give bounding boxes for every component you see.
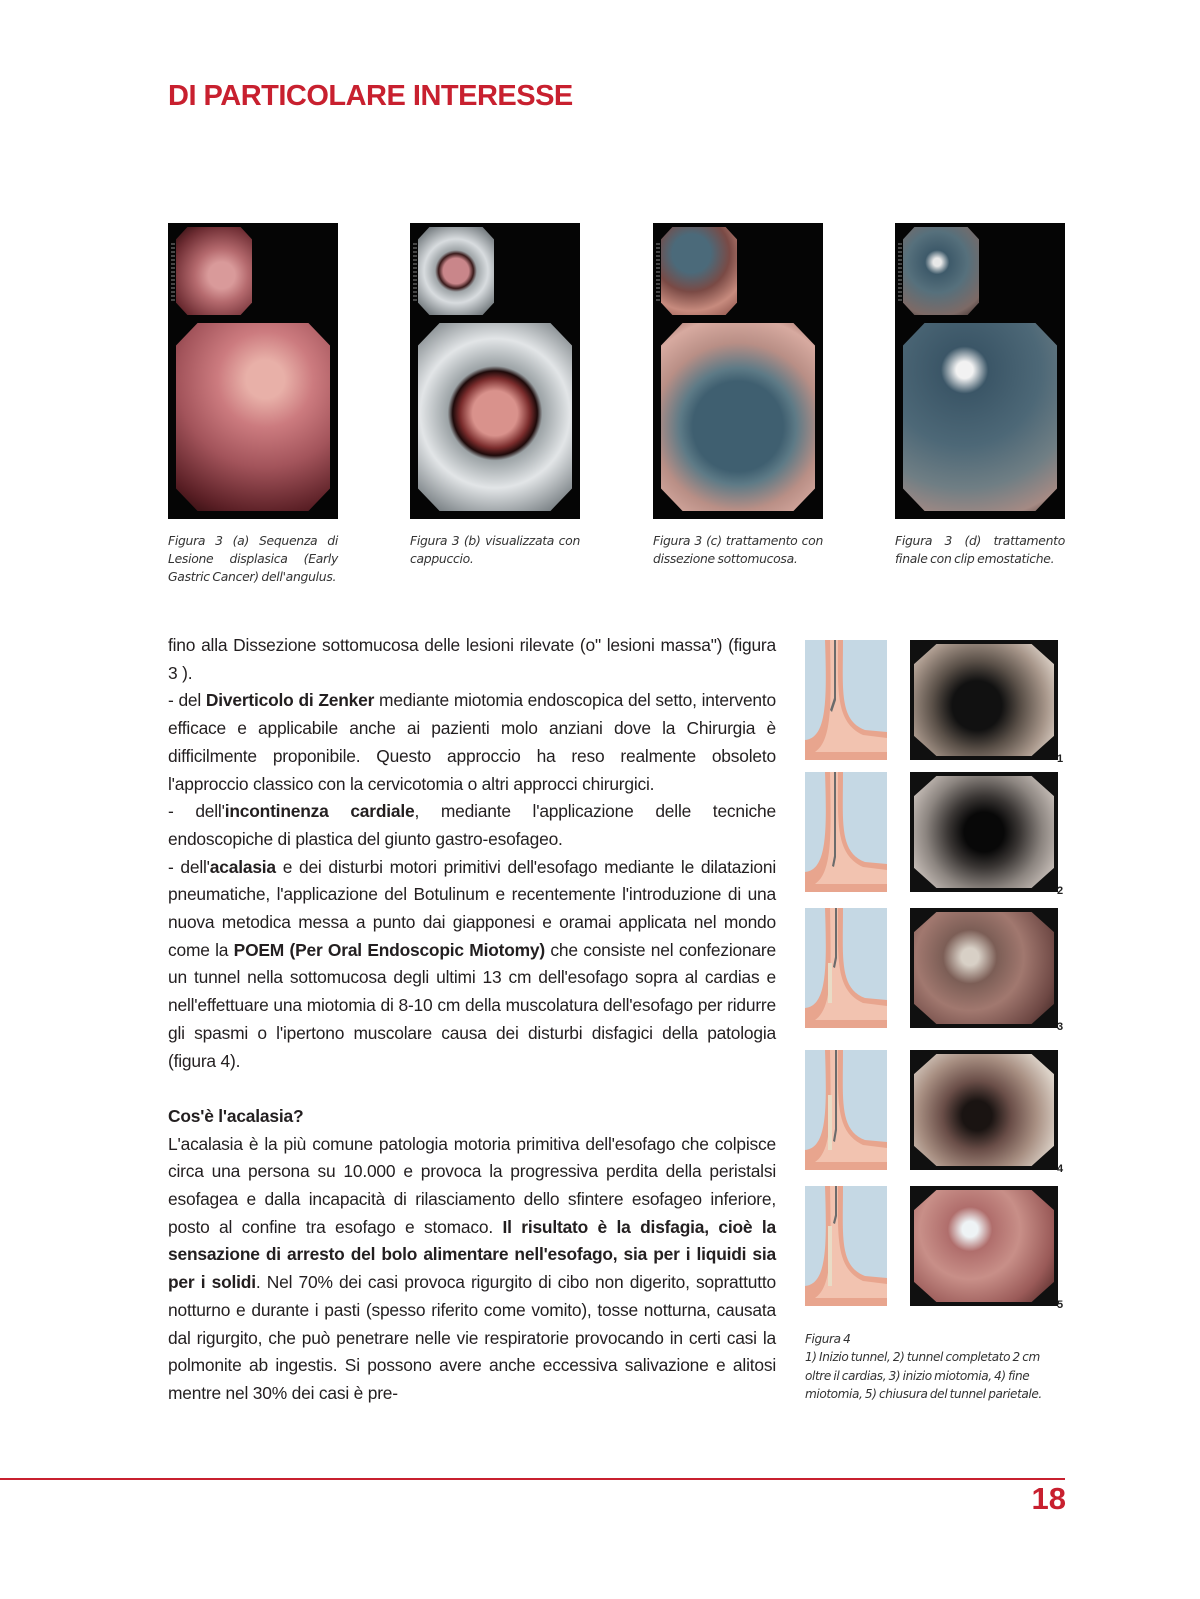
panel-number: 1 [1057,753,1064,765]
section-title: DI PARTICOLARE INTERESSE [168,80,573,112]
figure-4-panel [805,1186,1065,1311]
panel-number: 3 [1057,1021,1064,1033]
paragraph: L'acalasia è la più comune patologia motoria primitiva dell'esofago che colpisce circa una persona su 10.000 e provoca la progressiva perdita della peristalsi esofagea e dalla incapacità di rilasciamento dello sfintere esofageo inferiore, posto al confine tra esofago e stomaco. Il risultato è la disfagia, cioè la sensazione di arresto del bolo alimentare nell'esofago, sia per i liquidi sia per i solidi. Nel 70% dei casi provoca rigurgito di cibo non digerito, soprattutto notturno e durante i pasti (spesso riferito come vomito), tosse notturna, causata dal rigurgito, che può penetrare nelle vie respiratorie provocando in certi casi la polmonite ab ingestis. Si possono avere anche eccessiva salivazione e alitosi mentre nel 30% dei casi è pre- [168,1133,776,1403]
esophagus-diagram [805,908,887,1028]
endoscopy-photo [410,223,580,519]
figure-4-panel [805,1050,1065,1175]
endoscopy-photo [910,772,1058,892]
paragraph: fino alla Dissezione sottomucosa delle lesioni rilevate (o" lesioni massa") (figura 3 ). [168,635,776,683]
paragraph: - del Diverticolo di Zenker mediante miotomia endoscopica del setto, intervento efficace e applicabile anche ai pazienti molo anziani dove la Chirurgia è difficilmente proponibile. Questo approccio ha reso realmente obsoleto l'approccio classico con la cervicotomia o altri approcci chirurgici. [168,690,776,794]
page-number: 18 [1031,1481,1066,1516]
article-body [168,632,776,1408]
endoscopy-photo [910,908,1058,1028]
endoscopy-photo [895,223,1065,519]
figure-4-caption [805,1330,1067,1404]
esophagus-diagram [805,1050,887,1170]
figure-4-panel [805,640,1065,765]
figure-caption: Figura 3 (d) trattamento finale con clip emostatiche. [895,533,1065,566]
esophagus-diagram [805,640,887,760]
footer-rule [0,1478,1065,1480]
endoscopy-photo [910,1050,1058,1170]
figure-4-panel [805,908,1065,1033]
figure-3c [653,223,823,568]
figure-3b [410,223,580,568]
figure-3a [168,223,338,586]
endoscopy-photo [168,223,338,519]
esophagus-diagram [805,1186,887,1306]
endoscopy-photo [910,640,1058,760]
figure-caption: Figura 3 (b) visualizzata con cappuccio. [410,533,580,566]
sub-heading: Cos'è l'acalasia? [168,1105,304,1126]
figure-caption: Figura 3 (c) trattamento con dissezione sottomucosa. [653,533,823,566]
panel-number: 4 [1057,1163,1064,1175]
paragraph: - dell'acalasia e dei disturbi motori primitivi dell'esofago mediante le dilatazioni pneumatiche, l'applicazione del Botulinum e recentemente l'introduzione di una nuova metodica messa a punto dai giapponesi e oramai applicata nel mondo come la POEM (Per Oral Endoscopic Miotomy) che consiste nel confezionare un tunnel nella sottomucosa degli ultimi 13 cm dell'esofago sopra al cardias e nell'effettuare una miotomia di 8-10 cm della muscolatura dell'esofago per ridurre gli spasmi o l'ipertono muscolare causa dei disturbi disfagici della patologia (figura 4). [168,856,777,1071]
figure-caption: Figura 3 (a) Sequenza di Lesione displasica (Early Gastric Cancer) dell'angulus. [168,533,338,584]
paragraph: - dell'incontinenza cardiale, mediante l'applicazione delle tecniche endoscopiche di plastica del giunto gastro-esofageo. [168,801,776,849]
panel-number: 5 [1057,1299,1064,1311]
endoscopy-photo [910,1186,1058,1306]
endoscopy-photo [653,223,823,519]
figure-3d [895,223,1065,568]
figure-4-panel [805,772,1065,897]
panel-number: 2 [1057,885,1064,897]
caption-text: 1) Inizio tunnel, 2) tunnel completato 2 cm oltre il cardias, 3) inizio miotomia, 4) fine miotomia, 5) chiusura del tunnel parietale. [805,1350,1042,1402]
caption-title: Figura 4 [805,1332,851,1346]
esophagus-diagram [805,772,887,892]
